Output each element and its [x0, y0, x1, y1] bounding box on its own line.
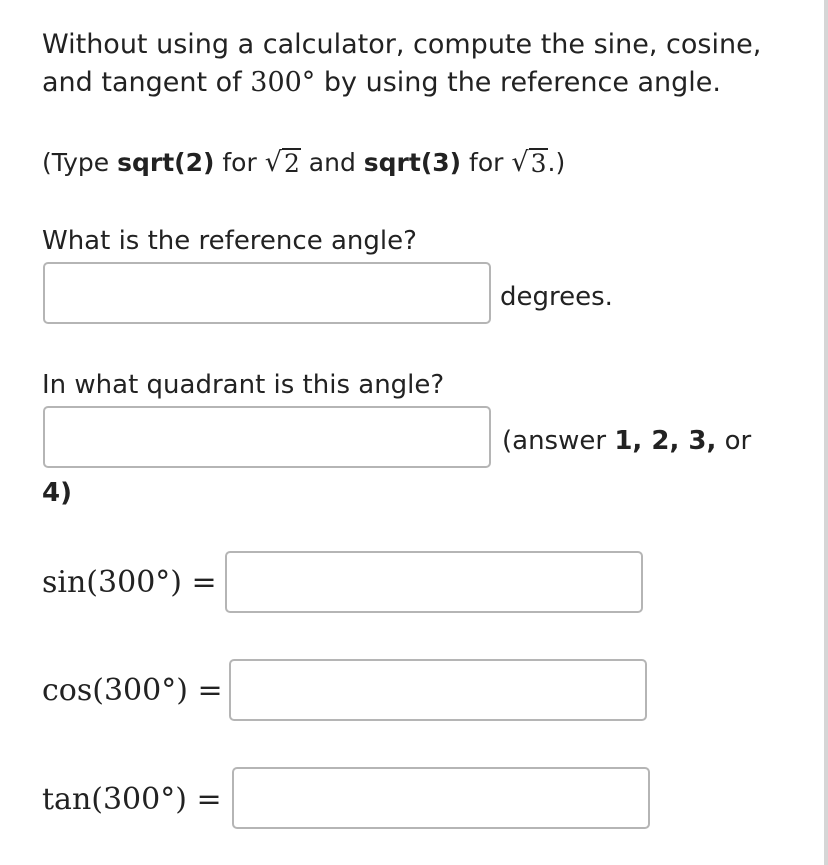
hint-and: and: [300, 148, 364, 177]
cos-label: cos(300°) =: [42, 673, 223, 708]
quadrant-hint-options: 1, 2, 3,: [614, 426, 717, 456]
sqrt-2-radicand: 2: [283, 149, 300, 178]
quadrant-hint-prefix: (answer: [502, 426, 615, 456]
hint-sqrt2-code: sqrt(2): [117, 148, 215, 177]
hint-open: (Type: [42, 148, 118, 177]
reference-angle-unit: degrees.: [500, 282, 613, 312]
quadrant-hint-option-4: 4): [42, 478, 72, 508]
hint-for-2: for: [461, 148, 512, 177]
tan-input[interactable]: [232, 767, 650, 829]
hint-close: .): [547, 148, 566, 177]
input-format-hint: [42, 145, 565, 181]
sqrt-2-symbol: √ 2: [264, 147, 300, 178]
hint-sqrt3-code: sqrt(3): [363, 148, 462, 177]
sqrt-3-symbol: √ 3: [511, 147, 547, 178]
hint-for-1: for: [214, 148, 265, 177]
quadrant-hint-last: [42, 476, 72, 510]
problem-line-2-start: and tangent of: [42, 67, 251, 98]
problem-line-2: [42, 64, 761, 102]
cos-input[interactable]: [229, 659, 647, 721]
sin-label: sin(300°) =: [42, 565, 217, 600]
problem-line-1: Without using a calculator, compute the sine, cosine,: [42, 29, 762, 60]
reference-angle-question: What is the reference angle?: [42, 226, 417, 256]
scrollbar-edge: [824, 0, 828, 865]
sqrt-3-radicand: 3: [530, 149, 547, 178]
reference-angle-input[interactable]: [43, 262, 491, 324]
problem-angle: 300°: [250, 67, 316, 98]
sin-input[interactable]: [225, 551, 643, 613]
problem-statement: [42, 26, 761, 102]
quadrant-question: In what quadrant is this angle?: [42, 370, 445, 400]
problem-line-2-end: by using the reference angle.: [315, 67, 721, 98]
tan-label: tan(300°) =: [42, 782, 222, 817]
quadrant-input[interactable]: [43, 406, 491, 468]
quadrant-hint-or: or: [716, 426, 752, 456]
quadrant-answer-hint: [502, 424, 751, 458]
